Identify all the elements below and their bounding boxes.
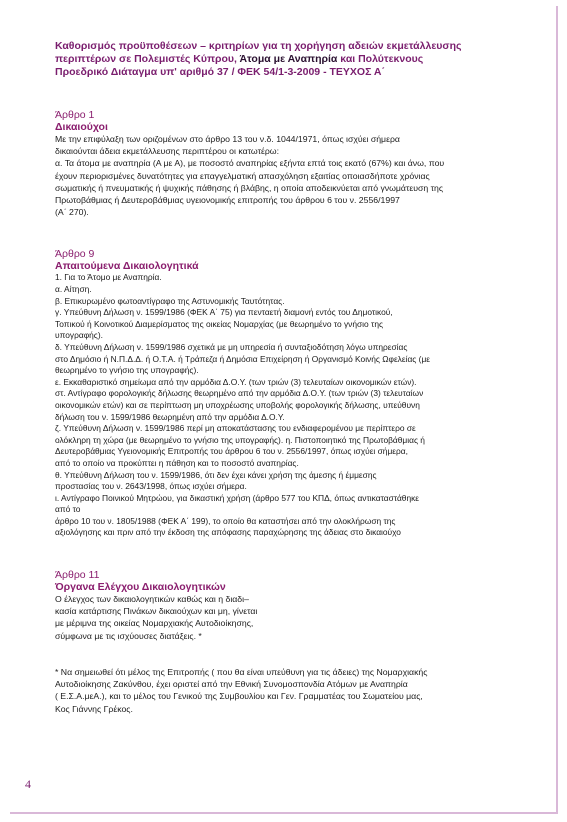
header-highlight: Άτομα με Αναπηρία [239, 53, 338, 65]
text-line: με μέριμνα της οικείας Νομαρχιακής Αυτοδιοίκησης, [55, 618, 254, 629]
text-line: Δευτεροβάθμιας Υγειονομικής Επιτροπής του άρθρου 6 του ν. 2556/1997, όπως ισχύει σήμερα, [55, 446, 408, 457]
article-1-text [55, 133, 550, 218]
text-line: Ο έλεγχος των δικαιολογητικών καθώς και η διαδι– [55, 594, 249, 605]
text-line: β. Επικυρωμένο φωτοαντίγραφο της Αστυνομικής Ταυτότητας. [55, 295, 285, 306]
text-line: στο Δημόσιο ή Ν.Π.Δ.Δ. ή Ο.Τ.Α. ή Τράπεζα ή Δημόσια Επιχείρηση ή Οργανισμό Κοινής Ωφελείας (με [55, 353, 431, 364]
text-line: από το οποίο να προκύπτει η πάθηση και το ποσοστό αναπηρίας. [55, 457, 299, 468]
header-line-3: Προεδρικό Διάταγμα υπ' αριθμό 37 / ΦΕΚ 54/1-3-2009 - ΤΕΥΧΟΣ Α΄ [55, 66, 385, 78]
text-line: προστασίας του ν. 2643/1998, όπως ισχύει σήμερα. [55, 481, 247, 492]
page-number: 4 [25, 777, 31, 791]
article-11-number: Άρθρο 11 [55, 569, 100, 582]
header-line-2 [55, 53, 550, 66]
text-line: Αυτοδιοίκησης Ζακύνθου, έχει οριστεί από την Εθνική Συνομοσπονδία Ατόμων με Αναπηρία [55, 679, 408, 690]
header-line-2-c: και Πολύτεκνους [337, 53, 424, 65]
text-line: στ. Αντίγραφο φορολογικής δήλωσης θεωρημένο από την αρμόδια Δ.Ο.Υ. (των τριών (3) τελευταίων [55, 388, 424, 399]
text-line: Με την επιφύλαξη των οριζομένων στο άρθρο 13 του ν.δ. 1044/1971, όπως ισχύει σήμερα [55, 134, 400, 144]
text-line: κασία κατάρτισης Πινάκων δικαιούχων και μη, γίνεται [55, 606, 258, 617]
document-body [55, 40, 550, 715]
article-11-title: Όργανα Ελέγχου Δικαιολογητικών [55, 581, 226, 594]
text-line: * Να σημειωθεί ότι μέλος της Επιτροπής ( που θα είναι υπεύθυνη για τις άδειες) της Νομαρχιακής [55, 666, 428, 677]
text-line: α. Αίτηση. [55, 284, 92, 295]
text-line: υπογραφής). [55, 330, 103, 341]
text-line: α. Τα άτομα με αναπηρία (Α με Α), με ποσοστό αναπηρίας εξήντα επτά τοις εκατό (67%) και άνω, που [55, 158, 445, 169]
text-line: Κος Γιάννης Γρέκος. [55, 703, 133, 714]
article-1-number: Άρθρο 1 [55, 109, 95, 121]
text-line: δ. Υπεύθυνη Δήλωση ν. 1599/1986 σχετικά με μη υπηρεσία ή συνταξιοδότηση λόγω υπηρεσίας [55, 341, 408, 352]
article-9-text [55, 272, 550, 539]
text-line: έχουν περιορισμένες δυνατότητες για επαγγελματική απασχόληση εξαιτίας οποιασδήποτε χρόνιας [55, 170, 430, 181]
text-line: αξιολόγησης και πριν από την έκδοση της απόφασης παραχώρησης της άδειας στο δικαιούχο [55, 527, 401, 538]
header-line-1: Καθορισμός προϋποθέσεων – κριτηρίων για τη χορήγηση αδειών εκμετάλλευσης [55, 40, 462, 52]
article-1 [55, 109, 550, 218]
footnote [55, 666, 550, 715]
text-line: θ. Υπεύθυνη Δήλωση του ν. 1599/1986, ότι δεν έχει κάνει χρήση της άμεσης ή έμμεσης [55, 469, 377, 480]
text-line: ολόκληρη τη χώρα (με θεωρημένο το γνήσιο της υπογραφής). η. Πιστοποιητικό της Πρωτοβάθμιας ή [55, 434, 425, 445]
document-header [55, 40, 550, 79]
article-9 [55, 248, 550, 539]
text-line: οικονομικών ετών) και σε περίπτωση μη υποχρέωσης υποβολής φορολογικής δήλωσης, υπεύθυνη [55, 399, 420, 410]
text-line: ζ. Υπεύθυνη Δήλωση ν. 1599/1986 περί μη αποκατάστασης του ενδιαφερομένου με περίπτερο σε [55, 423, 416, 434]
text-line: 1. Για το Άτομο με Αναπηρία. [55, 272, 162, 283]
text-line: γ. Υπεύθυνη Δήλωση ν. 1599/1986 (ΦΕΚ Α΄ 75) για πενταετή διαμονή εντός του Δημοτικού, [55, 307, 393, 318]
article-9-title: Απαιτούμενα Δικαιολογητικά [55, 260, 199, 273]
text-line: Τοπικού ή Κοινοτικού Διαμερίσματος της οικείας Νομαρχίας (με θεωρημένο το γνήσιο της [55, 318, 384, 329]
text-line: δήλωση του ν. 1599/1986 θεωρημένη από την αρμόδια Δ.Ο.Υ. [55, 411, 285, 422]
text-line: ( Ε.Σ.Α.μεΑ.), και το μέλος του Γενικού της Συμβουλίου και Γεν. Γραμματέας του Σωματείου μας, [55, 691, 423, 702]
text-line: από το [55, 504, 81, 515]
text-line: Πρωτοβάθμιας ή Δευτεροβάθμιας υγειονομικής επιτροπής του άρθρου 6 του ν. 2556/1997 [55, 195, 400, 206]
text-line: άρθρο 10 του ν. 1805/1988 (ΦΕΚ Α΄ 199), το οποίο θα καταστήσει από την ολοκλήρωση της [55, 515, 396, 526]
article-11-text [55, 593, 550, 642]
text-line: δικαιούνται άδεια εκμετάλλευσης περιπτέρου οι κατωτέρω: [55, 146, 280, 157]
text-line: ε. Εκκαθαριστικό σημείωμα από την αρμόδια Δ.Ο.Υ. (των τριών (3) τελευταίων οικονομικών ετών). [55, 376, 417, 387]
header-line-2-a: περιπτέρων σε Πολεμιστές Κύπρου, [55, 53, 240, 65]
text-line: θεωρημένο το γνήσιο της υπογραφής). [55, 365, 199, 376]
text-line: σωματικής ή πνευματικής ή ψυχικής πάθησης ή βλάβης, η οποία αποδεικνύεται από γνωμάτευση της [55, 182, 444, 193]
text-line: σύμφωνα με τις ισχύουσες διατάξεις. * [55, 630, 202, 641]
article-1-title: Δικαιούχοι [55, 121, 108, 133]
text-line: ι. Αντίγραφο Ποινικού Μητρώου, για δικαστική χρήση (άρθρο 577 του ΚΠΔ, όπως αντικαταστάθηκε [55, 492, 420, 503]
article-11 [55, 569, 550, 642]
text-line: (Α΄ 270). [55, 207, 89, 218]
article-9-number: Άρθρο 9 [55, 248, 95, 261]
